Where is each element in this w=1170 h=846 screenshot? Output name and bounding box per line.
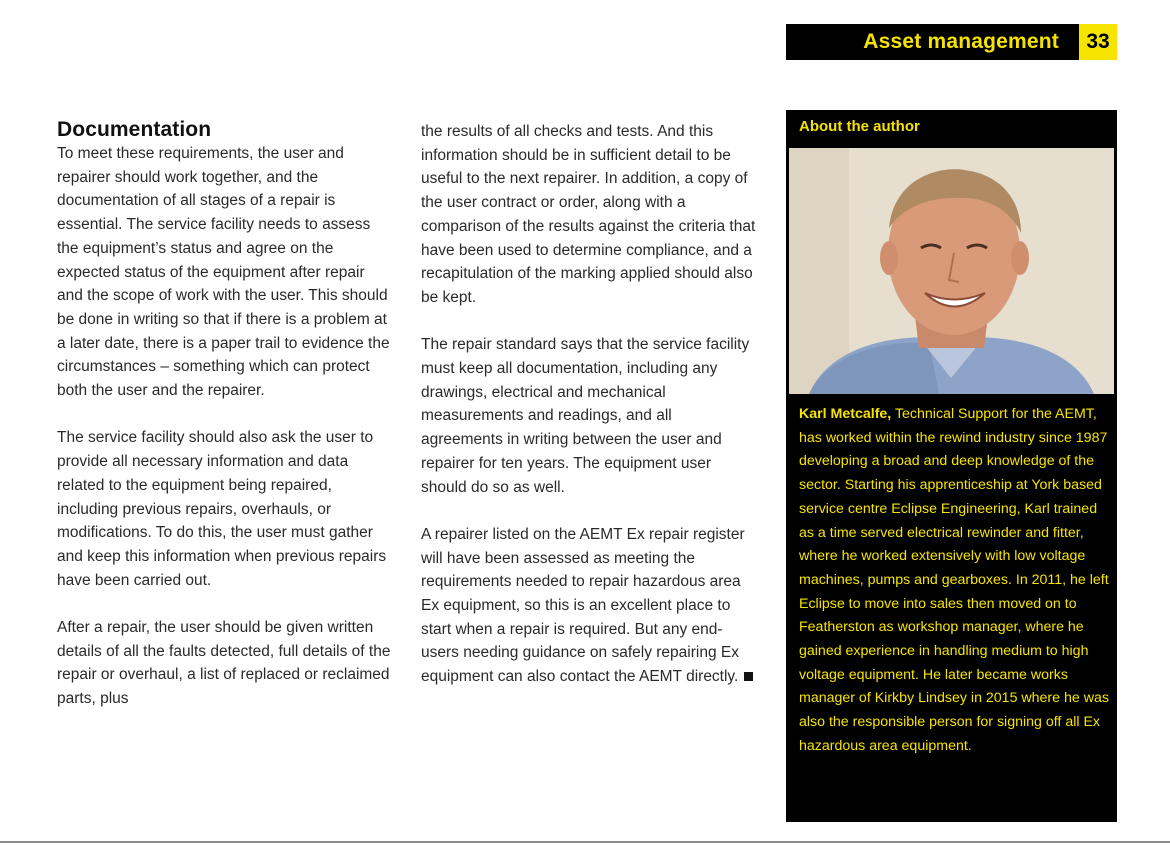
- about-author-box: [786, 110, 1117, 822]
- end-mark-icon: [744, 672, 753, 681]
- author-name: Karl Metcalfe,: [799, 406, 892, 422]
- article-column-2: [421, 120, 757, 713]
- article-paragraph: To meet these requirements, the user and repairer should work together, and the documentation of all stages of a repair is essential. The service facility needs to assess the equipment’s status and agree on the expected status of the equipment after repair and the scope of work with the user. This should be done in writing so that if there is a problem at a later date, there is a paper trail to evidence the circumstances – something which can protect both the user and the repairer.: [57, 145, 390, 400]
- page-number: 33: [1079, 24, 1117, 60]
- article-paragraph-final: [421, 523, 757, 689]
- article-heading: Documentation: [57, 118, 212, 141]
- author-portrait-icon: [789, 148, 1114, 394]
- author-photo: [789, 148, 1114, 394]
- page-bottom-rule: [0, 841, 1170, 843]
- author-bio: [799, 403, 1111, 759]
- article-paragraph-text: A repairer listed on the AEMT Ex repair register will have been assessed as meeting the requirements needed to repair hazardous area Ex equipment, so this is an excellent place to start when a repair is required. But any end-users needing guidance on safely repairing Ex equipment can also contact the AEMT directly.: [421, 525, 745, 686]
- section-header-bar: [786, 24, 1117, 60]
- author-box-heading: About the author: [799, 118, 920, 135]
- article-paragraph: After a repair, the user should be given written details of all the faults detected, full details of the repair or overhaul, a list of replaced or reclaimed parts, plus: [57, 619, 391, 708]
- article-paragraph: The repair standard says that the service facility must keep all documentation, including any drawings, electrical and mechanical measurements and readings, and all agreements in writing between the user and repairer for ten years. The equipment user should do so as well.: [421, 336, 750, 496]
- article-column-1: [57, 118, 393, 735]
- author-bio-text: Technical Support for the AEMT, has worked within the rewind industry since 1987 developing a broad and deep knowledge of the sector. Starting his apprenticeship at York based service centre Eclipse Engineering, Karl trained as a time served electrical rewinder and fitter, where he worked extensively with low voltage machines, pumps and gearboxes. In 2011, he left Eclipse to move into sales then moved on to Featherston as workshop manager, where he gained experience in handling medium to high voltage equipment. He later became works manager of Kirkby Lindsey in 2015 where he was also the responsible person for signing off all Ex hazardous area equipment.: [799, 406, 1109, 754]
- section-title: Asset management: [863, 30, 1059, 53]
- article-paragraph: the results of all checks and tests. And this information should be in sufficient detail to be useful to the next repairer. In addition, a copy of the user contract or order, along with a comparison of the results against the criteria that have been used to determine compliance, and a recapitulation of the marking applied should also be kept.: [421, 123, 756, 306]
- article-paragraph: The service facility should also ask the user to provide all necessary information and data related to the equipment being repaired, including previous repairs, overhauls, or modifications. To do this, the user must gather and keep this information when previous repairs have been carried out.: [57, 429, 387, 589]
